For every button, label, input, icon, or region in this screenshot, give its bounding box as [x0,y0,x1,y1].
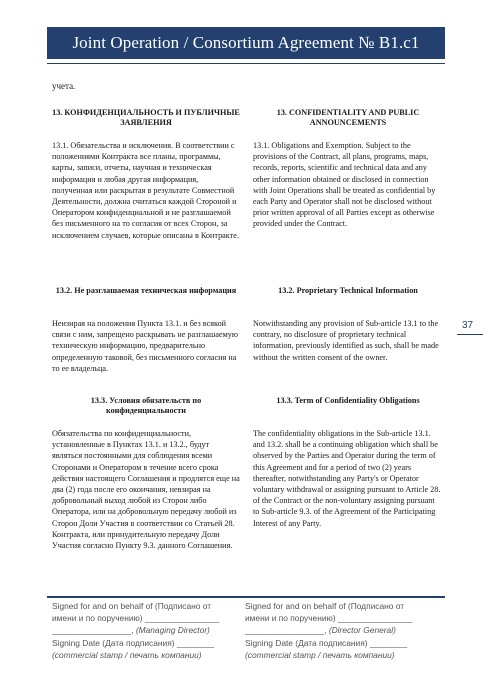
signing-date-line: Signing Date (Дата подписания) ________ [52,637,215,648]
section-heading-en: 13. CONFIDENTIALITY AND PUBLIC ANNOUNCEMENTS [276,108,420,127]
signature-line-3 [245,624,445,636]
section-13-3-ru [52,396,240,416]
section-13-en [253,108,443,128]
section-heading-en: 13.2. Proprietary Technical Information [278,286,418,295]
section-13-ru [52,108,240,128]
signature-blank: _________________, [245,625,329,636]
stamp-line: (commercial stamp / печать компании) [245,649,395,660]
section-heading-ru: 13.3. Условия обязательств по конфиденциальности [90,396,202,415]
signature-line-1: Signed for and on behalf of (Подписано от [245,601,405,611]
signatory-role: (Director General) [328,625,396,636]
section-13-2-ru-text: Неизирая на положения Пункта 13.1. и без всякой связи с ним, запрещено раскрывать не разглашаемую техническую информацию, предварительно определенную таковой, без письменного согласия на то ее владельца. [52,319,238,373]
signatory-role: (Managing Director) [135,625,210,636]
signature-line-2: имени и по поручению) ________________ [245,613,413,624]
section-13-2-ru [52,286,240,296]
signature-line-1: Signed for and on behalf of (Подписано от [52,601,212,611]
document-header [47,27,445,59]
signature-block-left [52,600,248,661]
signature-line-2: имени и по поручению) ________________ [52,613,220,624]
signature-block-right [245,600,445,661]
section-heading-ru: 13.2. Не разглашаемая техническая информация [55,286,237,295]
signature-blank: _________________, [52,625,136,636]
section-13-2-en-text: Notwithstanding any provision of Sub-article 13.1 to the contrary, no disclosure of proprietary technical information, previously identified as such, shall be made without the written consent of the owner. [253,319,439,362]
header-divider [47,63,445,64]
section-13-1-ru-text: 13.1. Обязательства и исключения. В соответствии с положениями Контракта все планы, программы, карты, записи, отчеты, научная и техническая информация и любая другая информация, полученная или раскрытая в результате Совместной Деятельности, должна считаться каждой Стороной и Оператором конфиденциальной и не разглашаемой без письменного на то согласия от всех Сторон, за исключением случаев, которые описаны в Контракте. [52,141,239,240]
footer-divider [47,596,445,598]
stamp-line: (commercial stamp / печать компании) [52,649,202,660]
page-number-rule [457,334,483,335]
continuation-text: учета. [52,81,76,91]
page-number: 37 [462,320,474,331]
signature-line-3 [52,624,248,636]
section-13-3-en [253,396,443,406]
signing-date-line: Signing Date (Дата подписания) ________ [245,637,408,648]
section-13-3-ru-text: Обязательства по конфиденциальности, установленные в Пунктах 13.1. и 13.2., будут являться постоянными для соблюдения всеми Сторонами и Оператором в течение всего срока действия настоящего Соглашения и продлятся еще на два (2) года после его окончания, невзирая на добровольный выход любой из Сторон либо Оператора, или на добровольную передачу любой из Сторон Доли Участия в соответствии со Статьей 28. Контракта, или принудительную передачу Доли Участия согласно Пункту 9.3. данного Соглашения. [52,429,240,551]
section-13-1-en-text: 13.1. Obligations and Exemption. Subject to the provisions of the Contract, all plans, programs, maps, records, reports, scientific and technical data and any other information obtained or disclosed in connection with Joint Operations shall be treated as confidential by each Party and Operator shall not be disclosed without prior written approval of all Parties except as otherwise provided under the Contract. [253,141,436,229]
section-13-2-en [253,286,443,296]
section-heading-ru: 13. КОНФИДЕНЦИАЛЬНОСТЬ И ПУБЛИЧНЫЕ ЗАЯВЛЕНИЯ [52,108,240,127]
section-heading-en: 13.3. Term of Confidentiality Obligations [276,396,420,405]
document-title: Joint Operation / Consortium Agreement № B1.c1 [72,33,420,52]
section-13-3-en-text: The confidentiality obligations in the Sub-article 13.1. and 13.2. shall be a continuing obligation which shall be observed by the Parties and Operator during the term of this Agreement and for a period of two (2) years thereafter, notwithstanding any Party's or Operator voluntary withdrawal or assigning pursuant to Article 28. of the Contract or the non-voluntary assigning pursuant to Sub-article 9.3. of the Agreement of the Participating Interest of any Party. [253,429,441,528]
